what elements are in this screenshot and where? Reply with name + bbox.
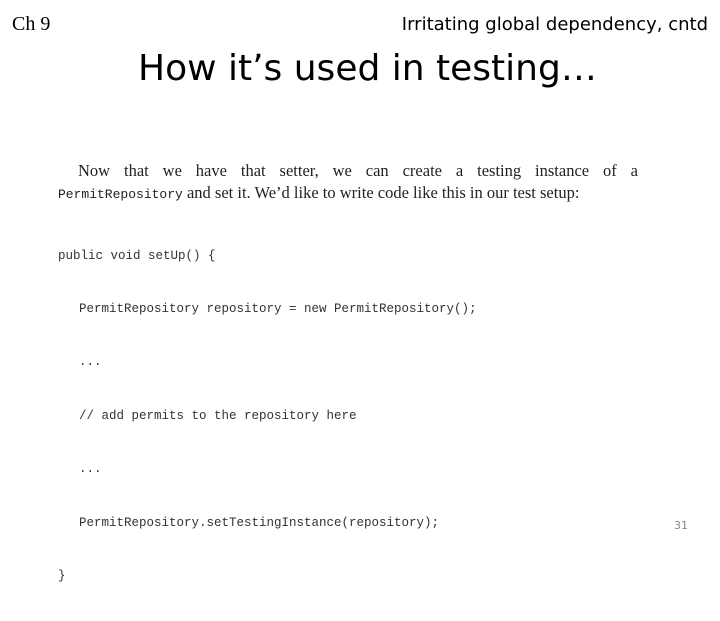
excerpt-paragraph <box>58 160 638 206</box>
slide-number: 31 <box>674 519 688 532</box>
code-line: PermitRepository repository = new PermitRepository(); <box>79 301 477 316</box>
inline-code: PermitRepository <box>58 187 183 202</box>
code-block <box>58 212 638 621</box>
code-line: public void setUp() { <box>58 248 216 263</box>
slide-title: How it’s used in testing… <box>138 48 597 89</box>
code-line: } <box>58 568 66 583</box>
slide-topic: Irritating global dependency, cntd <box>401 14 708 35</box>
book-excerpt <box>58 160 638 621</box>
paragraph-line <box>58 182 638 206</box>
paragraph-text: and set it. We’d like to write code like this in our test setup: <box>182 183 580 202</box>
code-line: PermitRepository.setTestingInstance(repository); <box>79 515 440 530</box>
chapter-label: Ch 9 <box>12 13 51 35</box>
code-line: ... <box>79 355 102 370</box>
code-line: ... <box>79 462 102 477</box>
code-line: // add permits to the repository here <box>79 408 357 423</box>
paragraph-line: Now that we have that setter, we can create a testing instance of a <box>78 161 638 180</box>
